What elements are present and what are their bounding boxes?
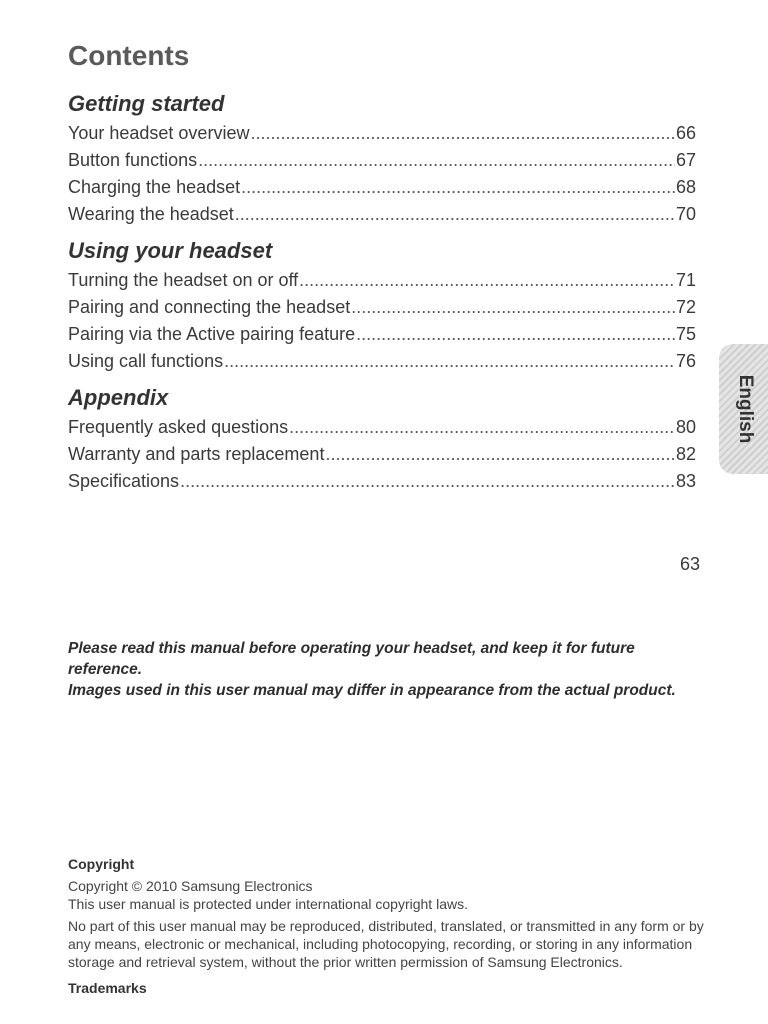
toc-entry[interactable]: [68, 348, 696, 375]
dot-leader: [356, 321, 675, 348]
toc-entry[interactable]: [68, 267, 696, 294]
toc-entry-label: Warranty and parts replacement: [68, 444, 325, 464]
notice-line: Please read this manual before operating your headset, and keep it for future reference.: [68, 640, 635, 678]
copyright-block: [68, 855, 718, 997]
toc-entry[interactable]: [68, 441, 696, 468]
copyright-line: No part of this user manual may be reproduced, distributed, translated, or transmitted in any form or by any means, electronic or mechanical, including photocopying, recording, or storing in any information storage and retrieval system, without the prior written permission of Samsung Electronics.: [68, 918, 704, 970]
toc-entry[interactable]: [68, 201, 696, 228]
trademarks-heading: Trademarks: [68, 980, 147, 996]
dot-leader: [289, 414, 675, 441]
toc-entry[interactable]: [68, 174, 696, 201]
toc-entry-page: 82: [675, 444, 696, 464]
toc-section-appendix: [68, 382, 696, 495]
toc-entry-label: Your headset overview: [68, 123, 250, 143]
toc-entry-label: Charging the headset: [68, 177, 241, 197]
toc-entry[interactable]: [68, 414, 696, 441]
page-title: Contents: [68, 40, 190, 71]
copyright-line: Copyright © 2010 Samsung Electronics: [68, 878, 313, 894]
dot-leader: [351, 294, 675, 321]
toc-entry-label: Frequently asked questions: [68, 417, 289, 437]
copyright-line: This user manual is protected under international copyright laws.: [68, 896, 468, 912]
toc-entry-label: Turning the headset on or off: [68, 270, 299, 290]
section-heading: Appendix: [68, 385, 169, 410]
dot-leader: [241, 174, 675, 201]
toc-entry[interactable]: [68, 147, 696, 174]
dot-leader: [224, 348, 675, 375]
toc-entry-page: 66: [675, 123, 696, 143]
dot-leader: [325, 441, 675, 468]
toc-entry[interactable]: [68, 468, 696, 495]
toc-entry-label: Button functions: [68, 150, 198, 170]
toc-section-using-your-headset: [68, 235, 696, 375]
dot-leader: [198, 147, 675, 174]
toc-entry[interactable]: [68, 321, 696, 348]
notice-line: Images used in this user manual may differ in appearance from the actual product.: [68, 682, 676, 699]
page-number: 63: [679, 554, 700, 574]
dot-leader: [235, 201, 675, 228]
toc-section-getting-started: [68, 88, 696, 228]
manual-notice: [68, 638, 708, 701]
section-heading: Getting started: [68, 91, 225, 116]
toc-entry-label: Pairing and connecting the headset: [68, 297, 351, 317]
section-heading: Using your headset: [68, 238, 273, 263]
toc-entry-page: 83: [675, 471, 696, 491]
toc-entry-page: 72: [675, 297, 696, 317]
toc-entry-page: 75: [675, 324, 696, 344]
dot-leader: [299, 267, 675, 294]
language-tab: [719, 344, 768, 474]
toc-entry-label: Using call functions: [68, 351, 224, 371]
toc-entry-label: Pairing via the Active pairing feature: [68, 324, 356, 344]
language-tab-label: English: [735, 374, 756, 444]
dot-leader: [250, 120, 675, 147]
toc-entry-page: 70: [675, 204, 696, 224]
toc-entry[interactable]: [68, 120, 696, 147]
dot-leader: [180, 468, 675, 495]
toc-entry-page: 80: [675, 417, 696, 437]
toc-entry[interactable]: [68, 294, 696, 321]
toc-entry-page: 67: [675, 150, 696, 170]
toc-entry-page: 68: [675, 177, 696, 197]
toc-entry-label: Specifications: [68, 471, 180, 491]
toc-entry-page: 71: [675, 270, 696, 290]
toc-entry-label: Wearing the headset: [68, 204, 234, 224]
toc-entry-page: 76: [675, 351, 696, 371]
copyright-heading: Copyright: [68, 856, 135, 872]
